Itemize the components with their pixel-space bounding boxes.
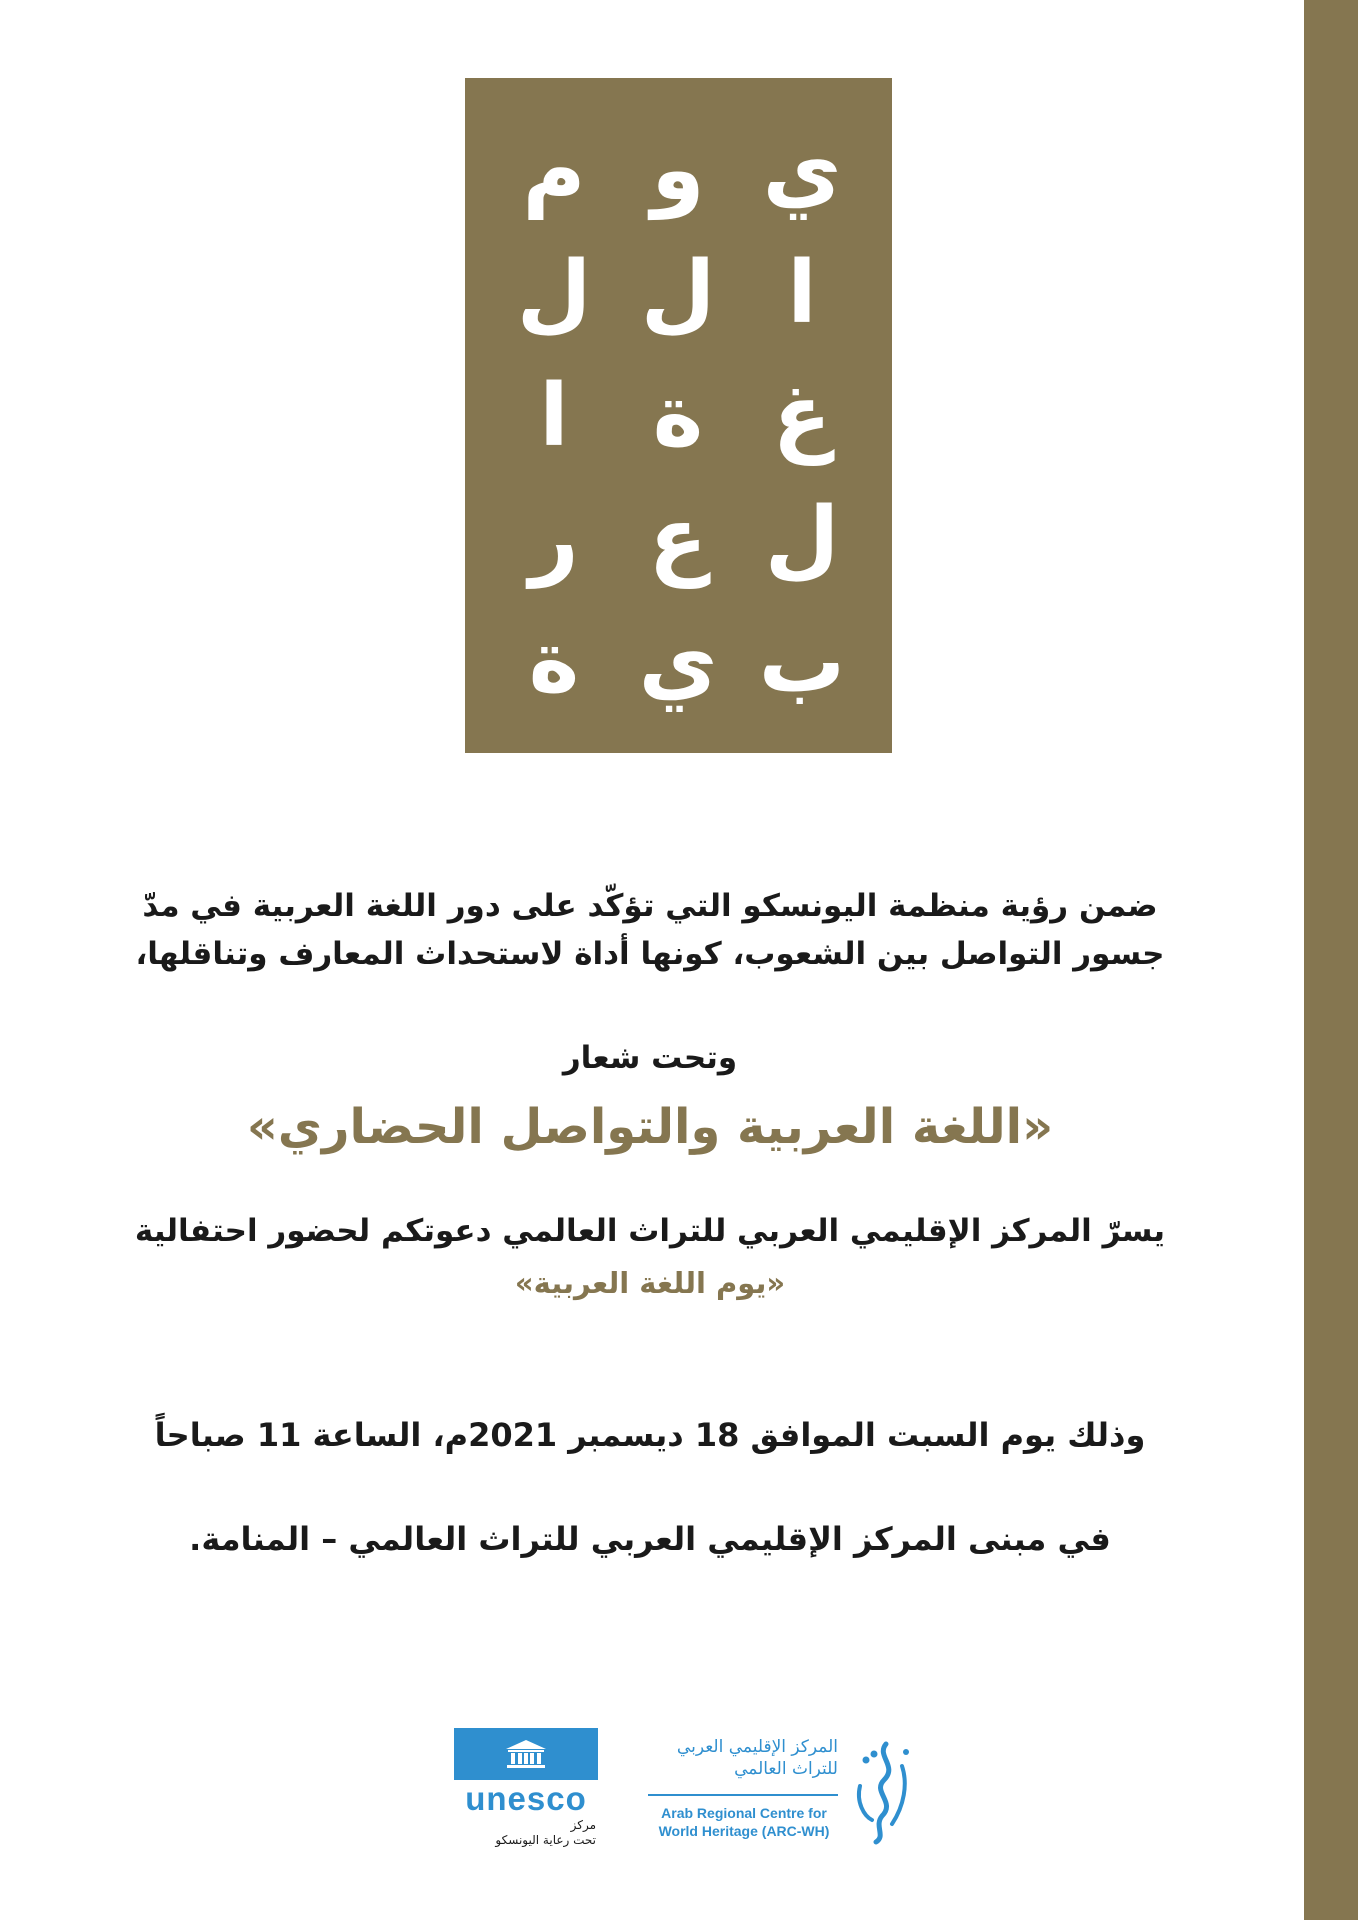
- intro-line: ضمن رؤية منظمة اليونسكو التي تؤكّد على دور اللغة العربية في مدّ: [142, 888, 1158, 924]
- title-letter: ي: [762, 120, 842, 220]
- intro-line: جسور التواصل بين الشعوب، كونها أداة لاستحداث المعارف وتناقلها،: [135, 936, 1165, 972]
- arc-divider: [648, 1794, 838, 1796]
- arc-calligraphy-icon: [846, 1736, 916, 1846]
- arc-arabic-name: [646, 1736, 838, 1780]
- arc-english-line: World Heritage (ARC-WH): [658, 1823, 830, 1839]
- arc-arabic-line: للتراث العالمي: [734, 1759, 838, 1779]
- unesco-temple-icon: [454, 1728, 598, 1780]
- unesco-caption-line: مركز: [570, 1818, 596, 1832]
- title-letter: ة: [528, 612, 580, 712]
- event-venue: في مبنى المركز الإقليمي العربي للتراث العالمي – المنامة.: [189, 1520, 1111, 1558]
- title-letter: ا: [539, 366, 569, 466]
- title-letter: ل: [516, 243, 592, 343]
- title-letter: ب: [758, 612, 846, 712]
- title-letter: ا: [787, 243, 817, 343]
- title-letter: غ: [772, 366, 832, 466]
- title-letter: ي: [638, 612, 718, 712]
- arc-arabic-line: المركز الإقليمي العربي: [676, 1737, 838, 1757]
- unesco-logo: [454, 1728, 598, 1848]
- title-letter: ل: [640, 243, 716, 343]
- arc-english-name: [646, 1804, 842, 1840]
- unesco-caption-line: تحت رعاية اليونسكو: [495, 1833, 596, 1847]
- arc-english-line: Arab Regional Centre for: [661, 1805, 827, 1821]
- motto-lead: وتحت شعار: [562, 1040, 738, 1076]
- title-letter: ر: [529, 489, 579, 589]
- arc-wh-logo: [646, 1736, 916, 1846]
- unesco-caption: [454, 1818, 598, 1848]
- side-accent-bar: [1304, 0, 1358, 1920]
- unesco-wordmark: unesco: [465, 1780, 587, 1817]
- title-letter: ة: [652, 366, 704, 466]
- event-name: «يوم اللغة العربية»: [514, 1266, 786, 1300]
- invitation-text: يسرّ المركز الإقليمي العربي للتراث العالمي دعوتكم لحضور احتفالية: [134, 1213, 1166, 1249]
- motto-slogan: «اللغة العربية والتواصل الحضاري»: [246, 1099, 1054, 1155]
- title-letter-block: [465, 78, 892, 753]
- title-letter: م: [522, 120, 586, 220]
- intro-paragraph: [60, 882, 1240, 978]
- event-date: وذلك يوم السبت الموافق 18 ديسمبر 2021م، الساعة 11 صباحاً: [154, 1416, 1146, 1454]
- title-letter: ع: [648, 489, 708, 589]
- title-letter: ل: [764, 489, 840, 589]
- title-letter: و: [651, 120, 705, 220]
